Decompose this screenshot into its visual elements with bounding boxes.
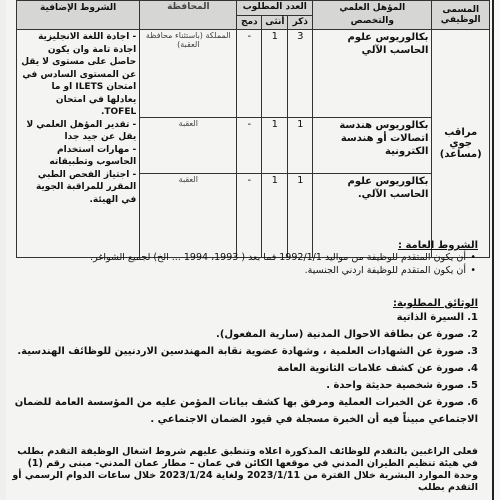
job-title-cell: مراقب جوي (مساعد) — [432, 30, 490, 258]
required-documents-heading: الوثائق المطلوبة: — [392, 298, 478, 309]
governorate-cell: العقبة — [140, 174, 237, 258]
announcement-sheet — [6, 0, 492, 500]
table-header-row — [17, 1, 490, 16]
list-item: • أن يكون المتقدم للوظيفة اردني الجنسية. — [8, 264, 466, 277]
list-item: 5.صورة شخصية حديثة واحدة . — [326, 380, 478, 391]
header-job-title: المسمى الوظيفي — [432, 1, 490, 30]
additional-conditions-cell — [17, 30, 140, 258]
required-documents-list — [8, 309, 478, 428]
list-item: 3.صورة عن الشهادات العلمية ، وشهادة عضوية نقابة المهندسين الاردنيين للوظائف الهندسية. — [17, 346, 478, 357]
header-female: أنثى — [262, 15, 288, 30]
header-governorate: المحافظة — [140, 1, 237, 30]
list-item: 1.السيرة الذاتية — [396, 312, 478, 323]
list-item: • أن يكون المتقدم للوظيفة من مواليد 1992/1/1 فما بعد ( 1993، 1994 ... الخ) لجميع الشواغر. — [8, 251, 466, 264]
adjacent-page-edge — [492, 0, 500, 500]
merge-count-cell: - — [237, 118, 262, 174]
general-conditions-list — [8, 251, 478, 277]
condition-item: - مهارات استخدام الحاسوب وتطبيقاته — [49, 144, 137, 167]
general-conditions-heading: الشروط العامة : — [398, 240, 478, 251]
closing-paragraph: فعلى الراغبين بالتقدم للوظائف المذكورة اعلاه وتنطبق عليهم شروط اشغال الوظيفة التقدم بطلب في هيئة تنظيم الطيران المدني في موقعها الكائن في عمان – مطار عمان المدني- مبنى رقم (1) وحدة الموارد البشرية خلال الفترة من 2023/1/11 ولغاية 2023/1/24 خلال ساعات الدوام الرسمي أو التقدم بطلب — [12, 446, 478, 493]
requirements-table — [16, 0, 490, 258]
merge-count-cell: - — [237, 174, 262, 258]
female-count-cell: 1 — [262, 174, 288, 258]
header-required-count: العدد المطلوب — [237, 1, 313, 16]
header-conditions: الشروط الإضافية — [17, 1, 140, 30]
header-qualification: المؤهل العلمي والتخصص — [313, 1, 432, 30]
list-item: 6.صورة عن الخبرات العملية ومرفق بها كشف بيانات المؤمن عليه من المؤسسة العامة للضمان الاجتماعي مبيناً فيه أن الخبرة مسجلة في قيود الضمان الاجتماعي . — [14, 397, 478, 425]
female-count-cell: 1 — [262, 118, 288, 174]
female-count-cell: 1 — [262, 30, 288, 118]
qualification-cell: بكالوريوس علوم الحاسب الآلي — [313, 30, 432, 118]
header-merge: دمج — [237, 15, 262, 30]
governorate-cell: المملكة (باستثناء محافظة العقبة) — [140, 30, 237, 118]
header-male: ذكر — [288, 15, 313, 30]
male-count-cell: 3 — [288, 30, 313, 118]
list-item: 4.صورة عن كشف علامات الثانوية العامة — [277, 363, 478, 374]
governorate-cell: العقبة — [140, 118, 237, 174]
condition-item: - تقدير المؤهل العلمي لا يقل عن جيد جدا — [26, 119, 137, 142]
required-documents-section — [8, 298, 478, 428]
male-count-cell: 1 — [288, 174, 313, 258]
general-conditions-section — [8, 240, 478, 277]
merge-count-cell: - — [237, 30, 262, 118]
qualification-cell: بكالوريوس هندسة اتصالات أو هندسة الكترونية — [313, 118, 432, 174]
table-row — [17, 30, 490, 118]
male-count-cell: 1 — [288, 118, 313, 174]
condition-item: - اجادة اللغة الانجليزية اجادة تامة وان يكون حاصل على مستوى لا يقل عن المستوى السادس في امتحان ILETS او ما يعادلها في امتحان TOFEL. — [21, 32, 137, 117]
qualification-cell: بكالوريوس علوم الحاسب الآلي. — [313, 174, 432, 258]
list-item: 2.صورة عن بطاقة الاحوال المدنية (سارية المفعول). — [216, 329, 478, 340]
condition-item: - اجتياز الفحص الطبي المقرر للمراقبة الجوية في الهيئة. — [35, 169, 137, 205]
